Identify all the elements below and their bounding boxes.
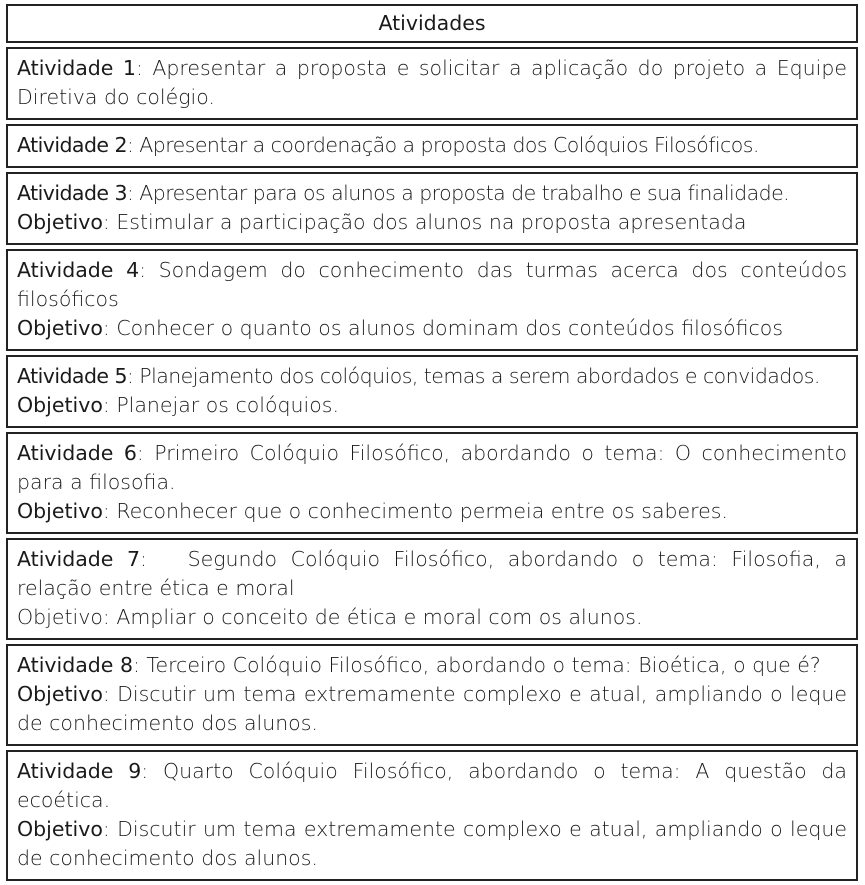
activity-label: Atividade 8 bbox=[17, 653, 133, 677]
table-row-activity-5 bbox=[6, 355, 858, 428]
objective-line: Objetivo: Ampliar o conceito de ética e moral com os alunos. bbox=[17, 605, 643, 629]
activity-line: Atividade 2: Apresentar a coordenação a proposta dos Colóquios Filosóficos. bbox=[17, 133, 759, 157]
objective-label: Objetivo bbox=[17, 605, 103, 629]
activity-text: Apresentar para os alunos a proposta de trabalho e sua finalidade. bbox=[139, 181, 790, 205]
table-row-activity-9 bbox=[6, 750, 858, 881]
activity-line: Atividade 1: Apresentar a proposta e solicitar a aplicação do projeto a Equipe Diretiva do colégio. bbox=[17, 56, 847, 109]
activity-text: Apresentar a coordenação a proposta dos Colóquios Filosóficos. bbox=[139, 133, 759, 157]
table-header bbox=[6, 4, 858, 43]
activity-label: Atividade 4 bbox=[17, 258, 140, 282]
table-row-activity-7 bbox=[6, 538, 858, 640]
activity-label: Atividade 5 bbox=[17, 364, 127, 388]
activity-text: Planejamento dos colóquios, temas a serem abordados e convidados. bbox=[139, 364, 820, 388]
activity-line: Atividade 7: Segundo Colóquio Filosófico, abordando o tema: Filosofia, a relação entre ética e moral bbox=[17, 547, 847, 600]
objective-line: Objetivo: Discutir um tema extremamente complexo e atual, ampliando o leque de conhecimento dos alunos. bbox=[17, 817, 847, 870]
objective-label: Objetivo bbox=[17, 682, 103, 706]
activity-line: Atividade 8: Terceiro Colóquio Filosófico, abordando o tema: Bioética, o que é? bbox=[17, 653, 821, 677]
objective-line: Objetivo: Reconhecer que o conhecimento permeia entre os saberes. bbox=[17, 499, 728, 523]
objective-text: Ampliar o conceito de ética e moral com os alunos. bbox=[116, 605, 643, 629]
objective-label: Objetivo bbox=[17, 210, 103, 234]
objective-text: Discutir um tema extremamente complexo e atual, ampliando o leque de conhecimento dos alunos. bbox=[17, 817, 847, 870]
activity-line: Atividade 5: Planejamento dos colóquios, temas a serem abordados e convidados. bbox=[17, 364, 820, 388]
activity-label: Atividade 1 bbox=[17, 56, 136, 80]
objective-line: Objetivo: Estimular a participação dos alunos na proposta apresentada bbox=[17, 210, 747, 234]
activity-line: Atividade 3: Apresentar para os alunos a proposta de trabalho e sua finalidade. bbox=[17, 181, 790, 205]
activity-label: Atividade 7 bbox=[17, 547, 141, 571]
objective-label: Objetivo bbox=[17, 817, 103, 841]
table-row-activity-4 bbox=[6, 249, 858, 351]
objective-line: Objetivo: Planejar os colóquios. bbox=[17, 393, 339, 417]
table-row-activity-2 bbox=[6, 124, 858, 168]
objective-line: Objetivo: Discutir um tema extremamente complexo e atual, ampliando o leque de conhecimento dos alunos. bbox=[17, 682, 847, 735]
activity-text: Quarto Colóquio Filosófico, abordando o tema: A questão da ecoética. bbox=[17, 759, 847, 812]
objective-label: Objetivo bbox=[17, 499, 103, 523]
activity-label: Atividade 3 bbox=[17, 181, 127, 205]
activity-text: Sondagem do conhecimento das turmas acerca dos conteúdos filosóficos bbox=[17, 258, 847, 311]
objective-text: Reconhecer que o conhecimento permeia entre os saberes. bbox=[116, 499, 728, 523]
activities-table bbox=[6, 4, 858, 885]
objective-text: Planejar os colóquios. bbox=[116, 393, 339, 417]
objective-text: Conhecer o quanto os alunos dominam dos conteúdos filosóficos bbox=[116, 316, 784, 340]
table-row-activity-3 bbox=[6, 172, 858, 245]
objective-label: Objetivo bbox=[17, 316, 103, 340]
objective-text: Discutir um tema extremamente complexo e atual, ampliando o leque de conhecimento dos alunos. bbox=[17, 682, 847, 735]
activity-text: Terceiro Colóquio Filosófico, abordando o tema: Bioética, o que é? bbox=[146, 653, 821, 677]
table-row-activity-8 bbox=[6, 644, 858, 746]
activity-text: Segundo Colóquio Filosófico, abordando o tema: Filosofia, a relação entre ética e moral bbox=[17, 547, 847, 600]
activity-text: Primeiro Colóquio Filosófico, abordando o tema: O conhecimento para a filosofia. bbox=[17, 441, 847, 494]
objective-label: Objetivo bbox=[17, 393, 103, 417]
activity-line: Atividade 4: Sondagem do conhecimento das turmas acerca dos conteúdos filosóficos bbox=[17, 258, 847, 311]
activity-line: Atividade 9: Quarto Colóquio Filosófico, abordando o tema: A questão da ecoética. bbox=[17, 759, 847, 812]
activity-text: Apresentar a proposta e solicitar a aplicação do projeto a Equipe Diretiva do colégio. bbox=[17, 56, 847, 109]
table-row-activity-1 bbox=[6, 47, 858, 120]
activity-label: Atividade 2 bbox=[17, 133, 127, 157]
objective-line: Objetivo: Conhecer o quanto os alunos dominam dos conteúdos filosóficos bbox=[17, 316, 784, 340]
objective-text: Estimular a participação dos alunos na proposta apresentada bbox=[116, 210, 747, 234]
activity-line: Atividade 6: Primeiro Colóquio Filosófico, abordando o tema: O conhecimento para a filosofia. bbox=[17, 441, 847, 494]
activity-label: Atividade 9 bbox=[17, 759, 142, 783]
activity-label: Atividade 6 bbox=[17, 441, 137, 465]
table-header-title: Atividades bbox=[378, 11, 486, 35]
table-row-activity-6 bbox=[6, 432, 858, 534]
